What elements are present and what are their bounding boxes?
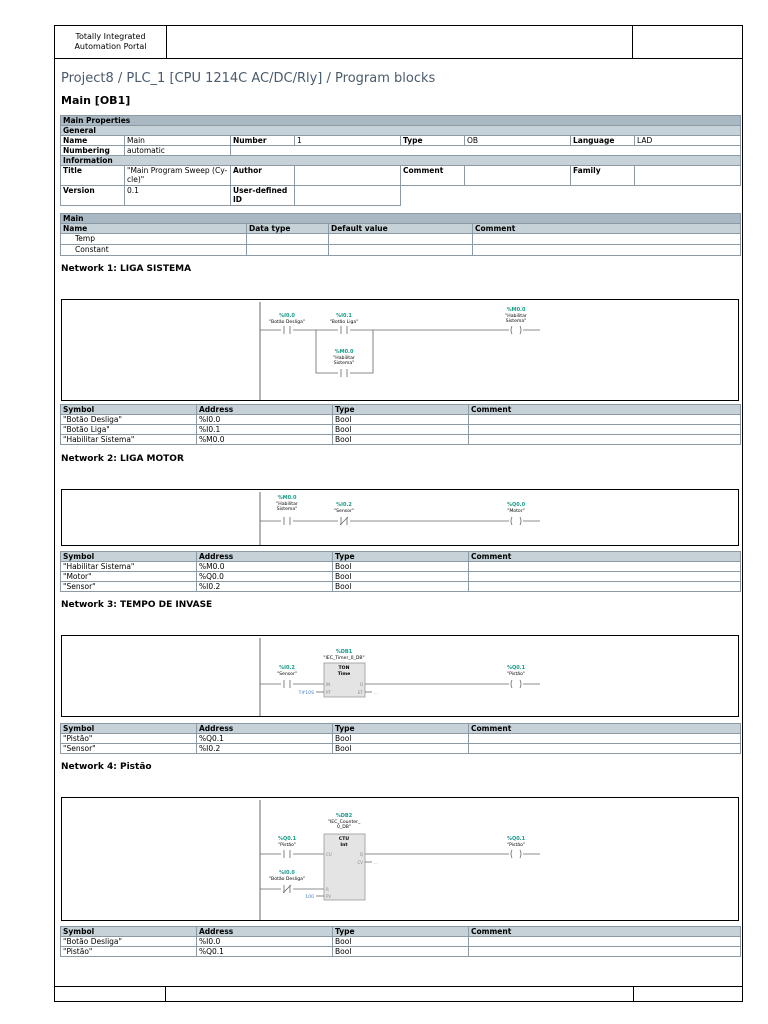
instance-db-name: 0_DB" xyxy=(336,825,352,830)
no-contact-icon[interactable] xyxy=(281,517,293,525)
coil-symbol: "Pistão" xyxy=(507,843,525,848)
network-3-title: Network 3: TEMPO DE INVASE xyxy=(61,600,213,610)
header-line-1: Totally Integrated xyxy=(75,32,146,41)
network-4-symbol-table xyxy=(60,926,741,957)
page-header xyxy=(54,25,743,59)
coil-symbol: "Pistão" xyxy=(507,672,525,677)
footer-center-cell xyxy=(166,987,634,1002)
pin-label: CU xyxy=(326,852,332,857)
contact-tag: %I0.1 xyxy=(336,313,352,319)
symbol-cell: "Botão Desliga" xyxy=(61,937,197,947)
symbol-cell: "Sensor" xyxy=(61,582,197,592)
prop-value xyxy=(465,166,571,186)
no-contact-icon[interactable] xyxy=(338,326,350,334)
pin-label: IN xyxy=(326,682,331,687)
column-header: Type xyxy=(333,724,469,734)
column-header: Symbol xyxy=(61,927,197,937)
comment-cell xyxy=(469,425,741,435)
comment-cell xyxy=(469,744,741,754)
contact-symbol: Sistema" xyxy=(333,361,355,366)
block-type: TON xyxy=(338,666,350,671)
prop-value xyxy=(635,166,741,186)
coil-symbol: "Habilitar xyxy=(505,314,527,319)
comment-cell xyxy=(469,572,741,582)
column-header: Address xyxy=(197,552,333,562)
contact-symbol: "Botão Liga" xyxy=(329,320,359,325)
contact-symbol: "Sensor" xyxy=(334,509,354,514)
main-properties-table xyxy=(60,115,741,206)
column-header: Type xyxy=(333,552,469,562)
header-product xyxy=(55,26,167,58)
address-cell: %I0.0 xyxy=(197,937,333,947)
column-header: Default value xyxy=(329,224,473,234)
address-cell: %I0.2 xyxy=(197,582,333,592)
contact-tag: %I0.0 xyxy=(279,313,295,319)
interface-row-name: Constant xyxy=(61,245,247,256)
comment-cell xyxy=(469,562,741,572)
pv-value: 100 xyxy=(305,895,314,900)
comment-cell xyxy=(469,435,741,445)
page-footer xyxy=(54,986,743,1002)
prop-value xyxy=(125,166,231,186)
coil-icon[interactable] xyxy=(509,517,523,525)
column-header: Comment xyxy=(469,927,741,937)
prop-label xyxy=(231,186,295,206)
network-4-title: Network 4: Pistão xyxy=(61,762,152,772)
contact-symbol: "Sensor" xyxy=(277,672,297,677)
pin-label: Q xyxy=(359,682,363,687)
table-row xyxy=(61,734,741,744)
symbol-cell: "Botão Desliga" xyxy=(61,415,197,425)
type-cell: Bool xyxy=(333,572,469,582)
section-header: Main xyxy=(61,214,741,224)
prop-label: Author xyxy=(231,166,295,186)
coil-icon[interactable] xyxy=(509,326,523,334)
type-cell: Bool xyxy=(333,415,469,425)
column-header: Data type xyxy=(247,224,329,234)
network-2-diagram xyxy=(61,489,739,546)
comment-cell xyxy=(469,415,741,425)
table-row xyxy=(61,562,741,572)
prop-label: Language xyxy=(571,136,635,146)
column-header: Comment xyxy=(469,724,741,734)
coil-symbol: Sistema" xyxy=(505,319,527,324)
type-cell: Bool xyxy=(333,744,469,754)
network-2-title: Network 2: LIGA MOTOR xyxy=(61,454,184,464)
symbol-cell: "Habilitar Sistema" xyxy=(61,435,197,445)
nc-contact-icon[interactable] xyxy=(281,885,293,893)
empty-cell xyxy=(231,146,741,156)
interface-row-name: Temp xyxy=(61,234,247,245)
page-title: Project8 / PLC_1 [CPU 1214C AC/DC/Rly] / Program blocks xyxy=(61,71,436,86)
table-row xyxy=(61,415,741,425)
prop-value: 1 xyxy=(295,136,401,146)
header-center-cell xyxy=(167,26,633,58)
no-contact-icon[interactable] xyxy=(281,850,293,858)
contact-symbol: "Botão Desliga" xyxy=(268,877,306,882)
network-3-symbol-table xyxy=(60,723,741,754)
instance-db-tag: %DB1 xyxy=(335,649,353,655)
prop-label: Version xyxy=(61,186,125,206)
table-row xyxy=(61,744,741,754)
instance-db-tag: %DB2 xyxy=(335,813,353,819)
footer-left-cell xyxy=(54,987,166,1002)
column-header: Name xyxy=(61,224,247,234)
contact-tag: %Q0.1 xyxy=(277,836,297,842)
comment-cell xyxy=(469,937,741,947)
table-row xyxy=(61,425,741,435)
coil-tag: %Q0.1 xyxy=(506,665,526,671)
column-header: Address xyxy=(197,724,333,734)
network-2-symbol-table xyxy=(60,551,741,592)
prop-label: Family xyxy=(571,166,635,186)
contact-symbol: "Habilitar xyxy=(333,356,355,361)
network-1-diagram xyxy=(61,299,739,401)
pin-label: CV xyxy=(357,860,363,865)
symbol-cell: "Pistão" xyxy=(61,947,197,957)
block-subtype: Int xyxy=(340,843,348,848)
pin-label: ET xyxy=(358,690,363,695)
prop-label: Type xyxy=(401,136,465,146)
et-value: ... xyxy=(374,690,378,695)
prop-value: automatic xyxy=(125,146,231,156)
prop-label: Numbering xyxy=(61,146,125,156)
pin-label: Q xyxy=(359,852,363,857)
no-contact-icon[interactable] xyxy=(281,326,293,334)
contact-symbol: "Pistão" xyxy=(278,843,296,848)
address-cell: %Q0.1 xyxy=(197,734,333,744)
pin-label: PT xyxy=(326,690,331,695)
prop-value: OB xyxy=(465,136,571,146)
column-header: Address xyxy=(197,405,333,415)
column-header: Address xyxy=(197,927,333,937)
column-header: Symbol xyxy=(61,724,197,734)
prop-label: Comment xyxy=(401,166,465,186)
section-subheader: Information xyxy=(61,156,741,166)
block-type: CTU xyxy=(338,837,350,842)
column-header: Comment xyxy=(469,405,741,415)
title-value-line: cle)" xyxy=(127,175,145,184)
coil-icon[interactable] xyxy=(509,680,523,688)
column-header: Type xyxy=(333,927,469,937)
contact-tag: %I0.2 xyxy=(336,502,352,508)
address-cell: %I0.0 xyxy=(197,415,333,425)
footer-right-cell xyxy=(634,987,743,1002)
network-1-symbol-table xyxy=(60,404,741,445)
network-1-title: Network 1: LIGA SISTEMA xyxy=(61,264,192,274)
pt-value: T#10S xyxy=(298,691,314,696)
no-contact-icon[interactable] xyxy=(281,680,293,688)
coil-tag: %M0.0 xyxy=(506,307,526,313)
symbol-cell: "Motor" xyxy=(61,572,197,582)
comment-cell xyxy=(469,734,741,744)
udid-label-line: ID xyxy=(233,195,243,204)
pin-label: R xyxy=(326,887,329,892)
coil-tag: %Q0.0 xyxy=(506,502,526,508)
network-3-diagram xyxy=(61,635,739,717)
type-cell: Bool xyxy=(333,937,469,947)
table-row xyxy=(61,937,741,947)
comment-cell xyxy=(469,947,741,957)
contact-tag: %I0.2 xyxy=(279,665,295,671)
network-4-diagram xyxy=(61,797,739,921)
type-cell: Bool xyxy=(333,435,469,445)
contact-symbol: Sistema" xyxy=(276,507,298,512)
header-line-2: Automation Portal xyxy=(74,42,147,51)
column-header: Symbol xyxy=(61,405,197,415)
coil-icon[interactable] xyxy=(509,850,523,858)
cv-value: ... xyxy=(374,860,378,865)
symbol-cell: "Sensor" xyxy=(61,744,197,754)
contact-symbol: "Botão Desliga" xyxy=(268,320,306,325)
address-cell: %I0.1 xyxy=(197,425,333,435)
address-cell: %M0.0 xyxy=(197,562,333,572)
type-cell: Bool xyxy=(333,562,469,572)
no-contact-icon[interactable] xyxy=(338,369,350,377)
instance-db-name: "IEC_Counter_ xyxy=(327,820,361,825)
column-header: Symbol xyxy=(61,552,197,562)
block-subtype: Time xyxy=(337,672,351,677)
column-header: Comment xyxy=(469,552,741,562)
prop-label: Title xyxy=(61,166,125,186)
type-cell: Bool xyxy=(333,734,469,744)
symbol-cell: "Botão Liga" xyxy=(61,425,197,435)
ladder-diagram xyxy=(62,798,740,922)
nc-contact-icon[interactable] xyxy=(338,517,350,525)
contact-tag: %M0.0 xyxy=(277,495,297,501)
address-cell: %Q0.0 xyxy=(197,572,333,582)
title-value-line: "Main Program Sweep (Cy- xyxy=(127,166,228,175)
block-title: Main [OB1] xyxy=(61,94,131,107)
prop-value xyxy=(295,166,401,186)
table-row xyxy=(61,582,741,592)
column-header: Type xyxy=(333,405,469,415)
header-right-cell xyxy=(633,26,742,58)
pin-label: PV xyxy=(326,894,332,899)
prop-label: Name xyxy=(61,136,125,146)
table-row xyxy=(61,435,741,445)
symbol-cell: "Pistão" xyxy=(61,734,197,744)
address-cell: %I0.2 xyxy=(197,744,333,754)
contact-tag: %I0.0 xyxy=(279,870,295,876)
type-cell: Bool xyxy=(333,425,469,435)
udid-label-line: User-defined xyxy=(233,186,288,195)
type-cell: Bool xyxy=(333,582,469,592)
ladder-diagram xyxy=(62,300,740,402)
table-row xyxy=(61,947,741,957)
column-header: Comment xyxy=(473,224,741,234)
ladder-diagram xyxy=(62,636,740,718)
table-row xyxy=(61,572,741,582)
prop-value: LAD xyxy=(635,136,741,146)
address-cell: %M0.0 xyxy=(197,435,333,445)
symbol-cell: "Habilitar Sistema" xyxy=(61,562,197,572)
prop-label: Number xyxy=(231,136,295,146)
coil-symbol: "Motor" xyxy=(507,509,525,514)
empty-cell xyxy=(401,186,741,206)
contact-symbol: "Habilitar xyxy=(276,502,298,507)
coil-tag: %Q0.1 xyxy=(506,836,526,842)
section-subheader: General xyxy=(61,126,741,136)
prop-value: Main xyxy=(125,136,231,146)
prop-value xyxy=(295,186,401,206)
prop-value: 0.1 xyxy=(125,186,231,206)
instance-db-name: "IEC_Timer_0_DB" xyxy=(323,656,365,661)
ladder-diagram xyxy=(62,490,740,547)
section-header: Main Properties xyxy=(61,116,741,126)
address-cell: %Q0.1 xyxy=(197,947,333,957)
interface-table xyxy=(60,213,741,256)
type-cell: Bool xyxy=(333,947,469,957)
contact-tag: %M0.0 xyxy=(334,349,354,355)
comment-cell xyxy=(469,582,741,592)
